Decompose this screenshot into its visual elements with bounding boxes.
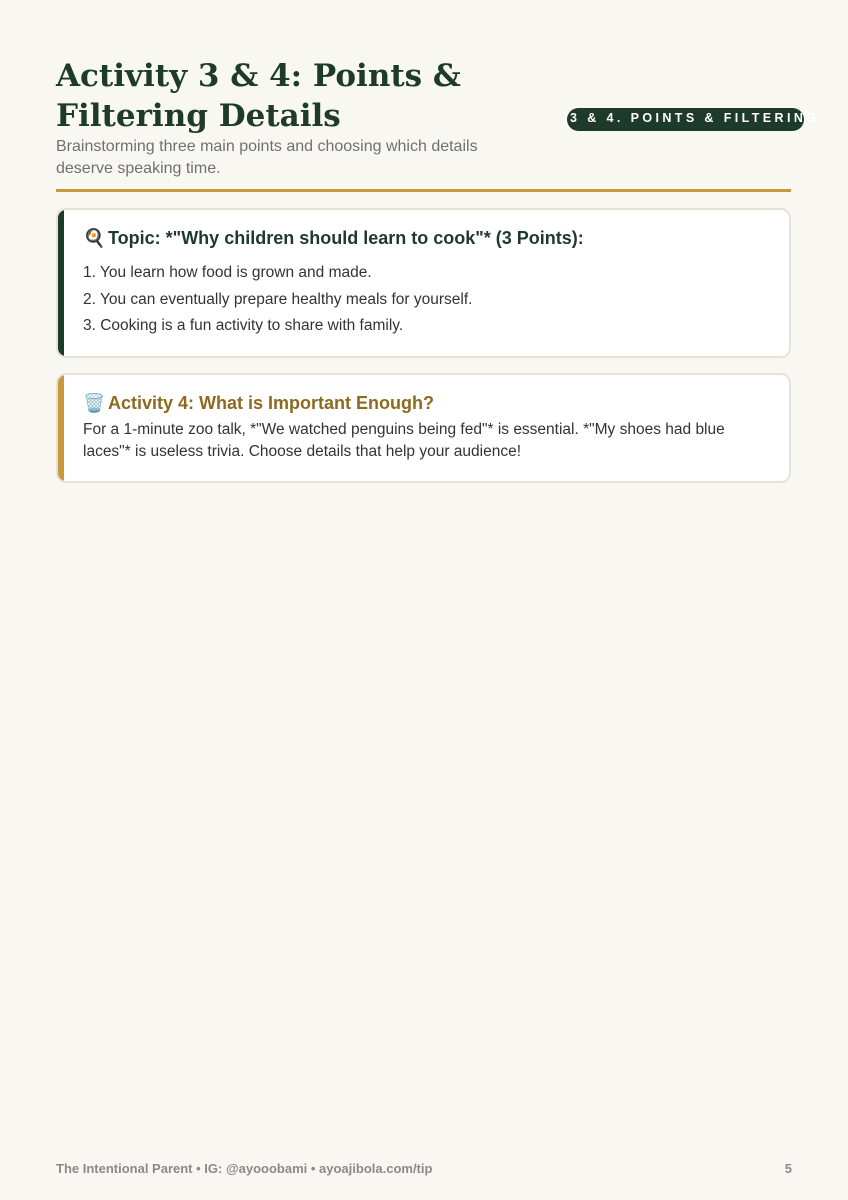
activity-card-heading-text: Activity 4: What is Important Enough? xyxy=(108,393,435,413)
footer-credits: The Intentional Parent • IG: @ayooobami • ayoajibola.com/tip xyxy=(56,1161,433,1176)
page-number: 5 xyxy=(784,1161,792,1176)
page-subtitle: Brainstorming three main points and choosing which details deserve speaking time. xyxy=(56,138,478,177)
topic-card xyxy=(56,208,791,358)
wastebasket-icon: 🗑️ xyxy=(83,393,106,414)
activity-card-heading xyxy=(83,391,434,416)
topic-card-accent-bar xyxy=(58,210,64,356)
activity-card-body: For a 1-minute zoo talk, *"We watched penguins being fed"* is essential. *"My shoes had blue laces"* is useless trivia. Choose details that help your audience! xyxy=(83,421,725,460)
list-item: 1. You learn how food is grown and made. xyxy=(83,264,372,281)
activity-card xyxy=(56,373,791,483)
page-title: Activity 3 & 4: Points & Filtering Details xyxy=(56,58,461,134)
list-item: 2. You can eventually prepare healthy meals for yourself. xyxy=(83,290,473,308)
topic-card-heading xyxy=(83,226,584,251)
frying-pan-icon: 🍳 xyxy=(83,228,106,249)
section-badge: 3 & 4. POINTS & FILTERING xyxy=(567,108,804,131)
activity-card-accent-bar xyxy=(58,375,64,481)
title-divider xyxy=(56,189,791,192)
list-item: 3. Cooking is a fun activity to share with family. xyxy=(83,317,404,334)
topic-card-heading-text: Topic: *"Why children should learn to cook"* (3 Points): xyxy=(108,228,584,248)
topic-points-list xyxy=(83,260,472,340)
